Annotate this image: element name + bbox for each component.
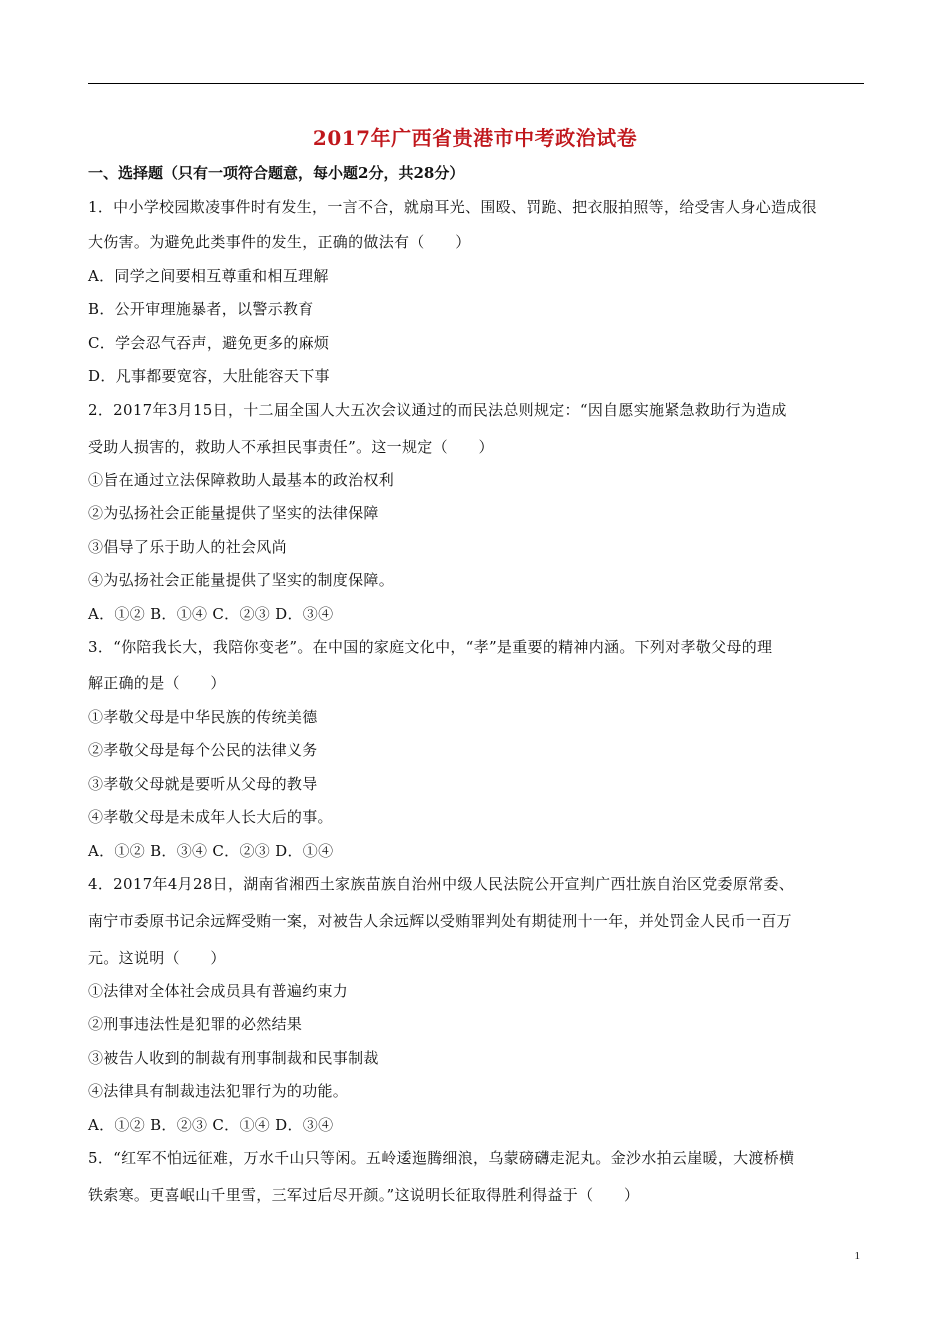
text-line: ④孝敬父母是未成年人长大后的事。 [88,808,333,826]
text-line: 4．2017年4月28日，湖南省湘西土家族苗族自治州中级人民法院公开宣判广西壮族自治区党委原常委、 [88,875,795,893]
text-line: 大伤害。为避免此类事件的发生，正确的做法有（ ） [88,233,471,251]
header-rule [88,83,864,84]
text-line: 元。这说明（ ） [88,949,226,967]
text-line: D．凡事都要宽容，大肚能容天下事 [88,367,330,385]
answer-options: A．①② B．②③ C．①④ D．③④ [88,1116,334,1134]
text-line: ②为弘扬社会正能量提供了坚实的法律保障 [88,504,379,522]
text-line: 南宁市委原书记余远辉受贿一案，对被告人余远辉以受贿罪判处有期徒刑十一年，并处罚金人民币一百万 [88,912,792,930]
text-line: ①旨在通过立法保障救助人最基本的政治权利 [88,471,395,489]
text-line: ①孝敬父母是中华民族的传统美德 [88,708,318,726]
text-line: ③倡导了乐于助人的社会风尚 [88,538,287,556]
text-line: 受助人损害的，救助人不承担民事责任”。这一规定（ ） [88,438,494,456]
text-line: ①法律对全体社会成员具有普遍约束力 [88,982,349,1000]
text-line: 解正确的是（ ） [88,674,226,692]
text-line: 1．中小学校园欺凌事件时有发生，一言不合，就扇耳光、围殴、罚跪、把衣服拍照等，给受害人身心造成很 [88,198,817,216]
text-line: 铁索寒。更喜岷山千里雪，三军过后尽开颜。”这说明长征取得胜利得益于（ ） [88,1186,640,1204]
text-line: C．学会忍气吞声，避免更多的麻烦 [88,334,330,352]
page-number: 1 [854,1250,860,1262]
answer-options: A．①② B．③④ C．②③ D．①④ [88,842,334,860]
text-line: ④法律具有制裁违法犯罪行为的功能。 [88,1082,349,1100]
text-line: ②刑事违法性是犯罪的必然结果 [88,1015,303,1033]
text-line: A．同学之间要相互尊重和相互理解 [88,267,329,285]
text-line: 3．“你陪我长大，我陪你变老”。在中国的家庭文化中，“孝”是重要的精神内涵。下列对孝敬父母的理 [88,638,773,656]
document-title: 2017年广西省贵港市中考政治试卷 [312,126,638,150]
text-line: ②孝敬父母是每个公民的法律义务 [88,741,318,759]
text-line: 2．2017年3月15日，十二届全国人大五次会议通过的而民法总则规定：“因自愿实施紧急救助行为造成 [88,401,787,419]
text-line: ④为弘扬社会正能量提供了坚实的制度保障。 [88,571,395,589]
text-line: 5．“红军不怕远征难，万水千山只等闲。五岭逶迤腾细浪，乌蒙磅礴走泥丸。金沙水拍云崖暖，大渡桥横 [88,1149,795,1167]
text-line: ③孝敬父母就是要听从父母的教导 [88,775,318,793]
section-heading: 一、选择题（只有一项符合题意，每小题2分，共28分） [88,164,465,182]
text-line: B．公开审理施暴者，以警示教育 [88,300,314,318]
text-line: ③被告人收到的制裁有刑事制裁和民事制裁 [88,1049,379,1067]
answer-options: A．①② B．①④ C．②③ D．③④ [88,605,334,623]
